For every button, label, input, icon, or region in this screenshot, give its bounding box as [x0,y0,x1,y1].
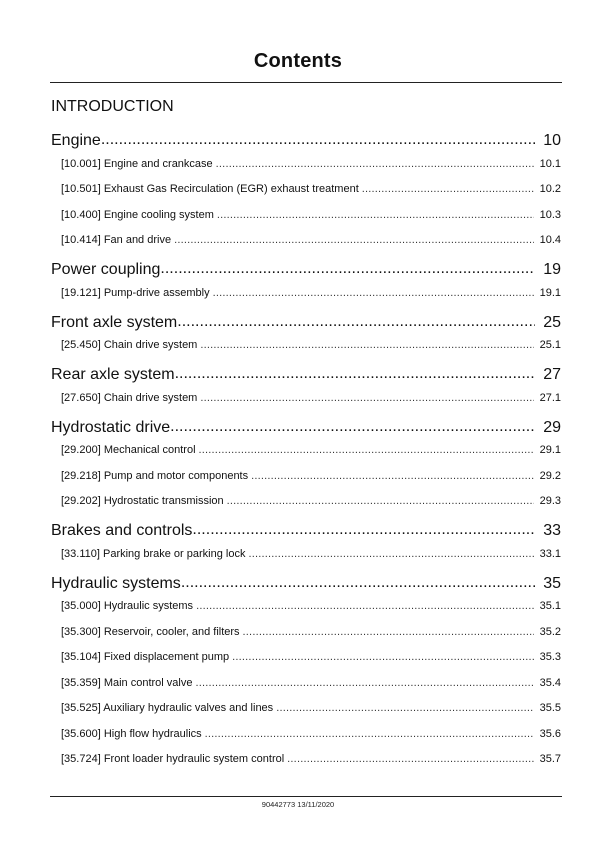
toc-entry-page[interactable]: 10.4 [539,234,561,247]
dot-leader [240,626,534,638]
table-of-contents [51,124,561,772]
toc-entry-label[interactable]: [29.200] Mechanical control [61,444,196,457]
dot-leader [101,130,535,150]
dot-leader [177,312,535,332]
toc-entry[interactable] [51,747,561,773]
dot-leader [170,417,535,437]
dot-leader [213,158,534,170]
toc-entry-page[interactable]: 35.7 [539,753,561,766]
dot-leader [181,573,535,593]
dot-leader [192,520,535,540]
toc-entry-label[interactable]: [35.525] Auxiliary hydraulic valves and lines [61,702,274,715]
toc-section-page[interactable]: 19 [543,261,561,278]
toc-section-title[interactable]: Engine [51,132,101,149]
toc-section[interactable] [51,411,561,438]
intro-heading[interactable]: INTRODUCTION [51,98,174,115]
toc-section-page[interactable]: 29 [543,418,561,436]
toc-entry[interactable] [51,280,561,306]
toc-entry[interactable] [51,541,561,567]
dot-leader [248,470,533,482]
toc-section-title[interactable]: Hydrostatic drive [51,418,171,436]
toc-entry[interactable] [51,385,561,411]
dot-leader [210,287,534,299]
toc-section[interactable] [51,514,561,541]
toc-entry[interactable] [51,696,561,722]
toc-entry[interactable] [51,228,561,254]
toc-entry-page[interactable]: 35.6 [539,727,561,740]
toc-section-page[interactable]: 25 [543,313,561,331]
toc-entry-label[interactable]: [35.104] Fixed displacement pump [61,651,230,664]
toc-entry[interactable] [51,438,561,464]
toc-section-title[interactable]: Rear axle system [51,366,175,383]
toc-entry-label[interactable]: [19.121] Pump-drive assembly [61,286,210,299]
toc-entry[interactable] [51,333,561,359]
toc-entry-label[interactable]: [29.218] Pump and motor components [61,469,249,482]
toc-entry-label[interactable]: [27.650] Chain drive system [61,391,198,404]
dot-leader [224,495,534,507]
toc-entry-label[interactable]: [35.600] High flow hydraulics [61,727,202,740]
toc-entry-page[interactable]: 29.2 [539,469,561,482]
toc-entry-page[interactable]: 35.2 [539,625,561,638]
toc-entry-label[interactable]: [25.450] Chain drive system [61,339,198,352]
toc-entry-label[interactable]: [35.724] Front loader hydraulic system control [61,753,285,766]
toc-section-title[interactable]: Brakes and controls [51,522,193,539]
toc-entry-page[interactable]: 35.3 [539,651,561,664]
dot-leader [245,548,533,560]
toc-section-page[interactable]: 33 [543,522,561,539]
toc-entry-label[interactable]: [33.110] Parking brake or parking lock [61,547,246,560]
dot-leader [359,183,534,195]
toc-entry-page[interactable]: 10.2 [539,183,561,196]
toc-entry-label[interactable]: [35.300] Reservoir, cooler, and filters [61,625,240,638]
toc-entry-page[interactable]: 27.1 [539,391,561,404]
footer-doc-id: 90442773 13/11/2020 [261,800,335,809]
footer-rule [50,796,562,797]
toc-entry[interactable] [51,151,561,177]
toc-section[interactable] [51,124,561,151]
toc-section-title[interactable]: Front axle system [51,313,178,331]
toc-entry[interactable] [51,202,561,228]
dot-leader [229,651,533,663]
toc-entry-label[interactable]: [10.400] Engine cooling system [61,208,214,221]
dot-leader [197,339,533,351]
toc-entry-page[interactable]: 35.5 [539,702,561,715]
toc-entry-label[interactable]: [10.414] Fan and drive [61,234,172,247]
dot-leader [202,728,534,740]
dot-leader [197,392,533,404]
toc-section-title[interactable]: Power coupling [51,261,161,278]
dot-leader [284,753,533,765]
toc-entry-page[interactable]: 29.3 [539,495,561,508]
toc-section-title[interactable]: Hydraulic systems [51,574,181,592]
toc-entry-page[interactable]: 29.1 [539,444,561,457]
toc-entry-page[interactable]: 35.1 [539,600,561,613]
toc-section[interactable] [51,253,561,280]
toc-entry-page[interactable]: 10.1 [539,157,561,170]
toc-entry-label[interactable]: [29.202] Hydrostatic transmission [61,495,224,508]
dot-leader [175,364,536,384]
toc-entry[interactable] [51,177,561,203]
dot-leader [171,234,534,246]
toc-section-page[interactable]: 35 [543,574,561,592]
toc-entry-page[interactable]: 10.3 [539,208,561,221]
dot-leader [192,677,533,689]
dot-leader [160,259,535,279]
toc-entry[interactable] [51,594,561,620]
toc-entry-label[interactable]: [35.000] Hydraulic systems [61,600,194,613]
dot-leader [214,209,534,221]
dot-leader [193,600,534,612]
toc-section[interactable] [51,306,561,333]
page-title: Contents [253,50,343,72]
toc-entry-page[interactable]: 35.4 [539,676,561,689]
dot-leader [273,702,533,714]
toc-entry[interactable] [51,721,561,747]
toc-section-page[interactable]: 10 [543,132,561,149]
toc-entry[interactable] [51,489,561,515]
toc-entry-label[interactable]: [10.001] Engine and crankcase [61,157,213,170]
toc-entry-label[interactable]: [10.501] Exhaust Gas Recirculation (EGR) exhaust treatment [61,183,359,196]
toc-entry-page[interactable]: 25.1 [539,339,561,352]
toc-section-page[interactable]: 27 [543,366,561,383]
toc-entry[interactable] [51,619,561,645]
toc-entry-page[interactable]: 19.1 [539,286,561,299]
toc-section[interactable] [51,358,561,385]
dot-leader [196,444,534,456]
toc-entry[interactable] [51,645,561,671]
toc-section[interactable] [51,567,561,594]
toc-entry[interactable] [51,463,561,489]
toc-entry-label[interactable]: [35.359] Main control valve [61,676,193,689]
toc-entry[interactable] [51,670,561,696]
title-rule [50,82,562,83]
toc-entry-page[interactable]: 33.1 [539,547,561,560]
